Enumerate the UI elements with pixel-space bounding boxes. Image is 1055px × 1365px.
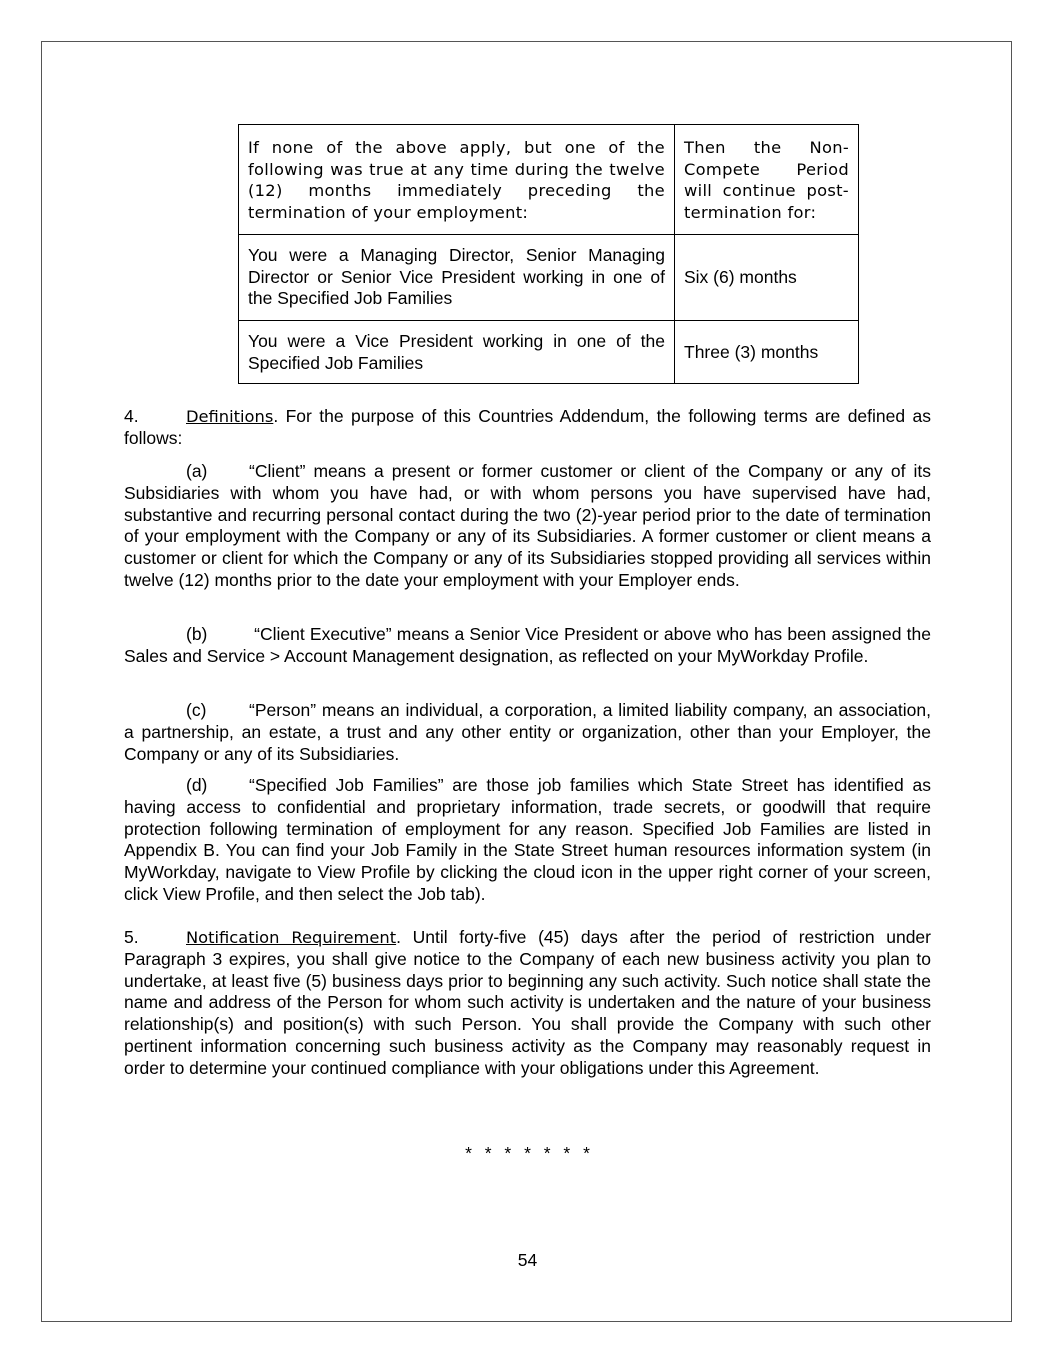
definition-person: [124, 700, 931, 765]
section-separator: * * * * * * *: [465, 1143, 590, 1163]
definition-client: [124, 461, 931, 592]
definition-label: (c): [186, 700, 207, 720]
table-row: [239, 320, 859, 383]
section-4-heading-paragraph: [124, 406, 931, 450]
definition-label: (b): [186, 624, 208, 644]
definition-specified-job-families: [124, 775, 931, 906]
table-cell-period: Six (6) months: [675, 234, 859, 320]
section-4-number: 4.: [124, 406, 139, 426]
table-header-condition: If none of the above apply, but one of the following was true at any time during the twelve (12) months immediately preceding the termination of your employment:: [239, 125, 675, 235]
page-number: 54: [517, 1250, 538, 1270]
table-header-row: [239, 125, 859, 235]
table-header-period: Then the Non-Compete Period will continue post-termination for:: [675, 125, 859, 235]
section-4-title: Definitions: [186, 407, 274, 426]
non-compete-period-table: [238, 124, 859, 384]
definition-client-executive: [124, 624, 931, 668]
definition-text: “Client” means a present or former customer or client of the Company or any of its Subsidiaries with whom you have had, or with whom persons you have supervised have had, substantive and recurring personal contact during the two (2)-year period prior to the date of termination of your employment with the Company or any of its Subsidiaries. A former customer or client means a customer or client for which the Company or any of its Subsidiaries stopped providing all services within twelve (12) months prior to the date your employment with your Employer ends.: [124, 461, 931, 590]
section-5-text: . Until forty-five (45) days after the period of restriction under Paragraph 3 expires, you shall give notice to the Company of each new business activity you plan to undertake, at least five (5) business days prior to beginning any such activity. Such notice shall state the name and address of the Person for whom such activity is undertaken and the nature of your business relationship(s) and position(s) with such Person. You shall provide the Company with such other pertinent information concerning such business activity as the Company may reasonably request in order to determine your continued compliance with your obligations under this Agreement.: [124, 927, 931, 1078]
table-cell-condition: You were a Vice President working in one of the Specified Job Families: [239, 320, 675, 383]
definition-text: “Person” means an individual, a corporation, a limited liability company, an association, a partnership, an estate, a trust and any other entity or organization, other than your Employer, the Company or any of its Subsidiaries.: [124, 700, 931, 764]
definition-text: “Client Executive” means a Senior Vice President or above who has been assigned the Sales and Service > Account Management designation, as reflected on your MyWorkday Profile.: [124, 624, 931, 666]
section-5-number: 5.: [124, 927, 139, 947]
section-5-title: Notification Requirement: [186, 928, 397, 947]
definition-label: (d): [186, 775, 208, 795]
section-4-intro: . For the purpose of this Countries Addendum, the following terms are defined as follows:: [124, 406, 931, 448]
table-cell-condition: You were a Managing Director, Senior Managing Director or Senior Vice President working in one of the Specified Job Families: [239, 234, 675, 320]
section-5-paragraph: [124, 927, 931, 1080]
table-row: [239, 234, 859, 320]
definition-text: “Specified Job Families” are those job families which State Street has identified as having access to confidential and proprietary information, trade secrets, or goodwill that require protection following termination of employment for any reason. Specified Job Families are listed in Appendix B. You can find your Job Family in the State Street human resources information system (in MyWorkday, navigate to View Profile by clicking the cloud icon in the upper right corner of your screen, click View Profile, and then select the Job tab).: [124, 775, 931, 904]
table-cell-period: Three (3) months: [675, 320, 859, 383]
definition-label: (a): [186, 461, 208, 481]
